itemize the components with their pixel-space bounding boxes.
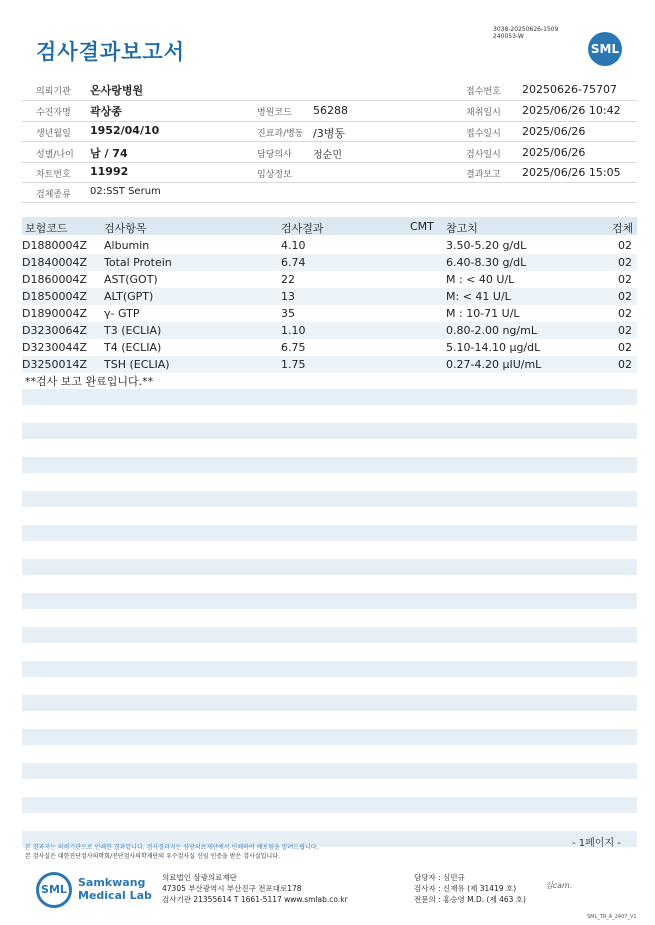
footer-org-line-2: 47305 부산광역시 부산진구 전포대로178: [162, 884, 302, 893]
cell-result: 4.10: [281, 239, 306, 252]
report-value: 2025/06/26 15:05: [522, 166, 621, 179]
receipt-no-label: 접수번호: [466, 87, 501, 97]
cell-code: D1880004Z: [22, 239, 87, 252]
test-date-value: 2025/06/26: [522, 146, 586, 159]
footer-logo-name: [78, 876, 168, 902]
cell-result: 1.75: [281, 358, 306, 371]
cell-result: 13: [281, 290, 295, 303]
cell-code: D1890004Z: [22, 307, 87, 320]
table-row: [22, 356, 637, 373]
receipt-date-label: 접수일시: [466, 129, 501, 139]
specimen-label: 검체종류: [36, 190, 71, 200]
patient-value: 곽상종: [90, 105, 122, 118]
cell-specimen: 02: [618, 239, 632, 252]
dept-label: 진료과/병동: [257, 129, 304, 139]
footer-logo-name-2: Medical Lab: [78, 889, 152, 902]
divider: [22, 141, 637, 142]
footer-staff: [414, 872, 526, 905]
empty-row-band: [22, 695, 637, 711]
sex-age-value: 남 / 74: [90, 147, 128, 160]
cell-item: T4 (ECLIA): [104, 341, 162, 354]
results-table-header: [22, 217, 637, 235]
cell-reference: 3.50-5.20 g/dL: [446, 239, 527, 252]
footer-org-line-1: 의료법인 삼광의료재단: [162, 873, 237, 882]
footer-logo-name-1: Samkwang: [78, 876, 146, 889]
sml-logo: [588, 32, 622, 66]
table-row: [22, 271, 637, 288]
page-title: 검사결과보고서: [36, 40, 186, 64]
cell-result: 6.74: [281, 256, 306, 269]
table-row: [22, 254, 637, 271]
cell-code: D1850004Z: [22, 290, 87, 303]
empty-row-band: [22, 457, 637, 473]
cell-code: D1840004Z: [22, 256, 87, 269]
report-label: 결과보고: [466, 170, 501, 180]
document-id-line-2: 240053-W: [493, 33, 524, 40]
collect-label: 채취일시: [466, 108, 501, 118]
cell-reference: M : 10-71 U/L: [446, 307, 520, 320]
cell-specimen: 02: [618, 307, 632, 320]
collect-value: 2025/06/26 10:42: [522, 104, 621, 117]
cell-code: D3250014Z: [22, 358, 87, 371]
table-row: [22, 339, 637, 356]
col-cmt: CMT: [410, 220, 434, 233]
footer-staff-line-3: 전문의 : 홍승영 M.D. (제 463 호): [414, 895, 526, 904]
cell-code: D3230064Z: [22, 324, 87, 337]
dob-label: 생년월일: [36, 129, 71, 139]
specimen-value: 02:SST Serum: [90, 186, 161, 197]
cell-result: 1.10: [281, 324, 306, 337]
cell-specimen: 02: [618, 256, 632, 269]
dept-value: /3병동: [313, 127, 345, 140]
empty-row-band: [22, 423, 637, 439]
doctor-label: 담당의사: [257, 150, 292, 160]
doctor-value: 정순민: [313, 150, 342, 161]
cell-specimen: 02: [618, 358, 632, 371]
document-id-line-1: 3038-20250626-1509: [493, 26, 559, 33]
cell-reference: M : < 40 U/L: [446, 273, 515, 286]
cell-code: D3230044Z: [22, 341, 87, 354]
cell-item: Total Protein: [104, 256, 172, 269]
clinical-label: 임상정보: [257, 170, 292, 180]
empty-row-band: [22, 797, 637, 813]
chart-label: 차트번호: [36, 170, 71, 180]
divider: [22, 121, 637, 122]
cell-reference: 0.80-2.00 ng/mL: [446, 324, 537, 337]
page-indicator: - 1페이지 -: [572, 838, 621, 849]
footer-org-line-3: 검사기관 21355614 T 1661-5117 www.smlab.co.kr: [162, 895, 348, 904]
empty-row-band: [22, 389, 637, 405]
divider: [22, 162, 637, 163]
footer-logo-circle-text: SML: [41, 883, 67, 896]
cell-item: Albumin: [104, 239, 150, 252]
completion-note: **검사 보고 완료입니다.**: [25, 375, 154, 388]
empty-row-band: [22, 525, 637, 541]
cell-result: 35: [281, 307, 295, 320]
footer-logo-circle: [36, 872, 72, 908]
cell-item: ALT(GPT): [104, 290, 154, 303]
cell-reference: 0.27-4.20 µIU/mL: [446, 358, 542, 371]
cell-item: T3 (ECLIA): [104, 324, 162, 337]
table-row: [22, 288, 637, 305]
document-id: [493, 26, 558, 40]
cell-specimen: 02: [618, 341, 632, 354]
patient-label: 수진자명: [36, 108, 71, 118]
cell-specimen: 02: [618, 273, 632, 286]
cell-code: D1860004Z: [22, 273, 87, 286]
table-row: [22, 322, 637, 339]
col-test-item: 검사항목: [104, 222, 147, 235]
cell-reference: M: < 41 U/L: [446, 290, 511, 303]
cell-item: γ- GTP: [104, 307, 140, 320]
receipt-no-value: 20250626-75707: [522, 83, 617, 96]
empty-row-band: [22, 559, 637, 575]
org-value: 온사랑병원: [90, 84, 144, 97]
dob-value: 1952/04/10: [90, 124, 160, 137]
divider: [22, 100, 637, 101]
sml-logo-text: SML: [590, 42, 620, 56]
footer-staff-line-2: 검사자 : 신재유 (제 31419 호): [414, 884, 517, 893]
empty-row-band: [22, 593, 637, 609]
receipt-date-value: 2025/06/26: [522, 125, 586, 138]
chart-value: 11992: [90, 165, 129, 178]
footer-staff-line-1: 담당자 : 심민규: [414, 873, 465, 882]
col-specimen: 검체: [612, 222, 634, 235]
signature: 심cam.: [545, 881, 573, 890]
col-result: 검사결과: [281, 222, 324, 235]
table-row: [22, 305, 637, 322]
empty-row-band: [22, 763, 637, 779]
empty-row-band: [22, 627, 637, 643]
cell-result: 22: [281, 273, 295, 286]
cell-item: AST(GOT): [104, 273, 158, 286]
hospital-code-value: 56288: [313, 104, 348, 117]
sex-age-label: 성별/나이: [36, 150, 74, 160]
hospital-code-label: 병원코드: [257, 108, 292, 118]
cell-specimen: 02: [618, 290, 632, 303]
footer-notice-1: 본 결과지는 의뢰기관으로 인쇄한 결과입니다. 검사결과지는 삼광의료재단에서 인쇄하여 배포됨을 알려드립니다.: [25, 844, 319, 851]
cell-item: TSH (ECLIA): [104, 358, 170, 371]
divider: [22, 202, 637, 203]
cell-reference: 6.40-8.30 g/dL: [446, 256, 527, 269]
empty-row-band: [22, 729, 637, 745]
empty-row-band: [22, 491, 637, 507]
cell-reference: 5.10-14.10 µg/dL: [446, 341, 541, 354]
divider: [22, 182, 637, 183]
cell-result: 6.75: [281, 341, 306, 354]
test-date-label: 검사일시: [466, 150, 501, 160]
empty-row-band: [22, 661, 637, 677]
footer-org-info: [162, 872, 348, 905]
org-label: 의뢰기관: [36, 87, 71, 97]
col-insurance-code: 보험코드: [25, 222, 68, 235]
form-version: SML_TR_A_2407_V1: [587, 914, 637, 920]
footer-notice-2: 본 검사실은 대한진단검사의학회/진단검사의학재단의 우수검사실 신임 인증을 받은 검사실입니다.: [25, 853, 280, 860]
table-row: [22, 237, 637, 254]
col-reference: 참고치: [446, 222, 478, 235]
cell-specimen: 02: [618, 324, 632, 337]
